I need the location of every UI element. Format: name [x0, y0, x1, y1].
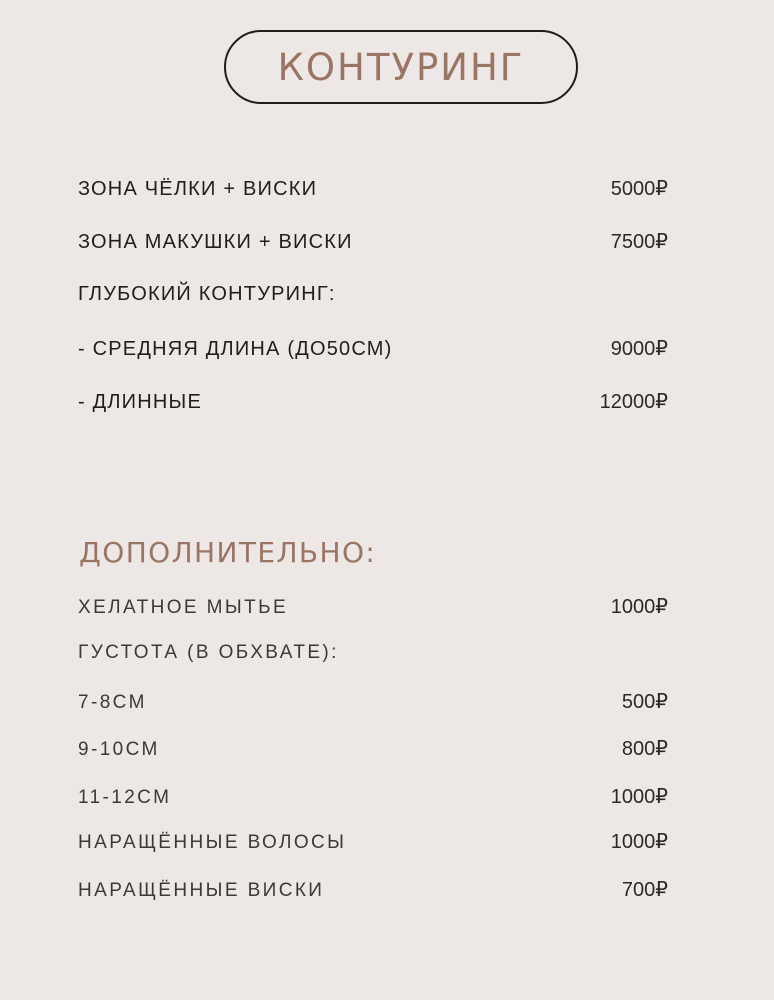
- additional-row-label: 7-8СМ: [78, 692, 147, 713]
- additional-row: [78, 829, 668, 854]
- price-row-value: 7500₽: [610, 231, 668, 253]
- price-row-value: 5000₽: [610, 178, 668, 200]
- additional-row: [78, 877, 668, 902]
- price-row: [78, 336, 668, 361]
- additional-row: [78, 736, 668, 761]
- additional-row-label: ХЕЛАТНОЕ МЫТЬЕ: [78, 597, 289, 618]
- additional-row-value: 800₽: [621, 738, 668, 760]
- section-title-additional: ДОПОЛНИТЕЛЬНО:: [79, 536, 377, 569]
- price-row-label: ЗОНА МАКУШКИ + ВИСКИ: [78, 231, 353, 253]
- additional-row-label: 11-12СМ: [78, 787, 172, 808]
- additional-row-value: 700₽: [621, 879, 668, 901]
- price-group-heading: [78, 283, 668, 306]
- additional-row-label: НАРАЩЁННЫЕ ВИСКИ: [78, 880, 325, 901]
- price-row: [78, 229, 668, 254]
- additional-row: [78, 689, 668, 714]
- additional-row: [78, 594, 668, 619]
- price-row-label: - СРЕДНЯЯ ДЛИНА (ДО50СМ): [78, 338, 393, 360]
- additional-row-label: НАРАЩЁННЫЕ ВОЛОСЫ: [78, 832, 347, 853]
- price-row: [78, 389, 668, 414]
- title-pill: [224, 30, 578, 104]
- additional-group-heading: [78, 642, 668, 664]
- price-row-label: ГЛУБОКИЙ КОНТУРИНГ:: [78, 283, 336, 305]
- additional-row-value: 1000₽: [610, 596, 668, 618]
- price-row-value: 12000₽: [599, 391, 668, 413]
- additional-row-label: ГУСТОТА (В ОБХВАТЕ):: [78, 642, 339, 663]
- additional-row-value: 500₽: [621, 691, 668, 713]
- additional-row: [78, 784, 668, 809]
- additional-row-label: 9-10СМ: [78, 739, 160, 760]
- price-row: [78, 176, 668, 201]
- price-row-label: - ДЛИННЫЕ: [78, 391, 202, 413]
- additional-row-value: 1000₽: [610, 831, 668, 853]
- price-row-label: ЗОНА ЧЁЛКИ + ВИСКИ: [78, 178, 318, 200]
- additional-row-value: 1000₽: [610, 786, 668, 808]
- page-title: КОНТУРИНГ: [277, 45, 525, 89]
- price-row-value: 9000₽: [610, 338, 668, 360]
